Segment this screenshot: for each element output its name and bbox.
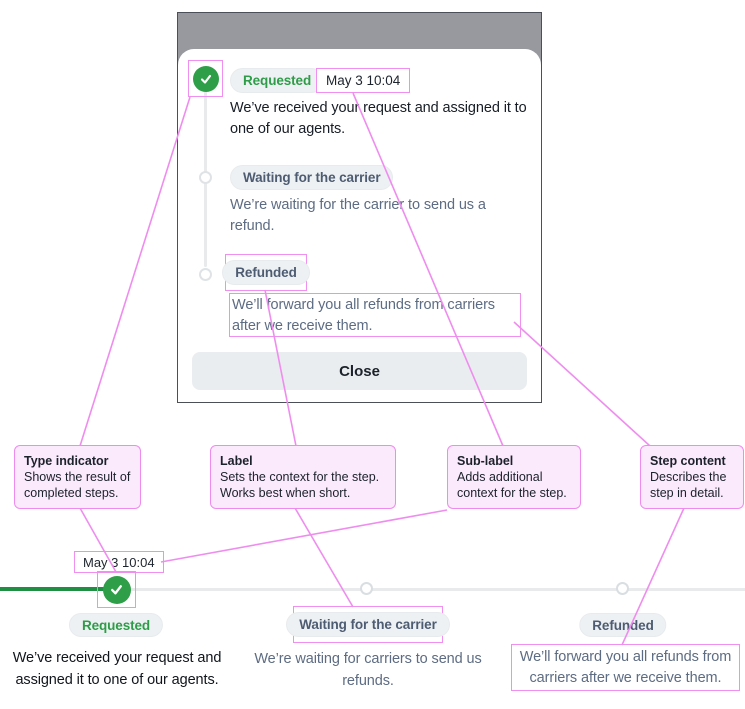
- step-label-badge: Waiting for the carrier: [286, 612, 449, 637]
- step-pending-indicator: [616, 582, 629, 595]
- step-sublabel-highlight: May 3 10:04: [316, 68, 410, 93]
- step-pending-indicator: [199, 171, 212, 184]
- step-label-highlight: [225, 254, 307, 291]
- annotation-step-content: [640, 445, 744, 509]
- step-label-badge: Requested: [69, 613, 163, 637]
- step-pending-indicator: [199, 268, 212, 281]
- checkmark-icon: [199, 72, 213, 86]
- horizontal-timeline-progress: [0, 587, 112, 591]
- annotation-type-indicator: [14, 445, 141, 509]
- step-label-badge: Requested: [230, 68, 324, 93]
- step-content-highlight: [511, 644, 740, 691]
- annotation-description: Describes the step in detail.: [650, 470, 727, 500]
- annotation-title: Sub-label: [457, 454, 514, 468]
- step-content-text: We’re waiting for carriers to send us refunds.: [254, 651, 482, 689]
- step-completed-indicator: [193, 66, 219, 92]
- annotation-title: Label: [220, 454, 253, 468]
- step-label-badge: Refunded: [222, 260, 309, 285]
- annotation-sub-label: [447, 445, 581, 509]
- step-content-text: We’ve received your request and assigned it to one of our agents.: [230, 100, 527, 137]
- type-indicator-highlight: [188, 60, 223, 97]
- refund-status-dialog: [177, 12, 542, 403]
- dialog-card: [178, 49, 541, 402]
- annotation-title: Type indicator: [24, 454, 109, 468]
- type-indicator-highlight: [97, 571, 136, 608]
- step-content-highlight: [229, 293, 521, 337]
- step-content-text: We’ve received your request and assigned it to one of our agents.: [12, 650, 222, 688]
- step-label-badge: Waiting for the carrier: [230, 165, 393, 190]
- step-pending-indicator: [360, 582, 373, 595]
- close-button[interactable]: Close: [192, 352, 527, 390]
- annotation-description: Shows the result of completed steps.: [24, 470, 131, 500]
- step-label-badge: Refunded: [579, 613, 666, 637]
- step-label-highlight: [293, 606, 443, 643]
- annotation-title: Step content: [650, 454, 726, 468]
- annotation-label: [210, 445, 396, 509]
- step-sublabel-highlight: May 3 10:04: [74, 551, 164, 573]
- step-completed-indicator: [103, 576, 131, 604]
- checkmark-icon: [109, 582, 124, 597]
- annotation-description: Sets the context for the step. Works best when short.: [220, 470, 380, 500]
- step-content-text: We’ll forward you all refunds from carriers after we receive them.: [519, 648, 732, 686]
- step-content-text: We’re waiting for the carrier to send us a refund.: [230, 197, 486, 234]
- annotation-description: Adds additional context for the step.: [457, 470, 567, 500]
- step-content-text: We’ll forward you all refunds from carriers after we receive them.: [232, 297, 495, 334]
